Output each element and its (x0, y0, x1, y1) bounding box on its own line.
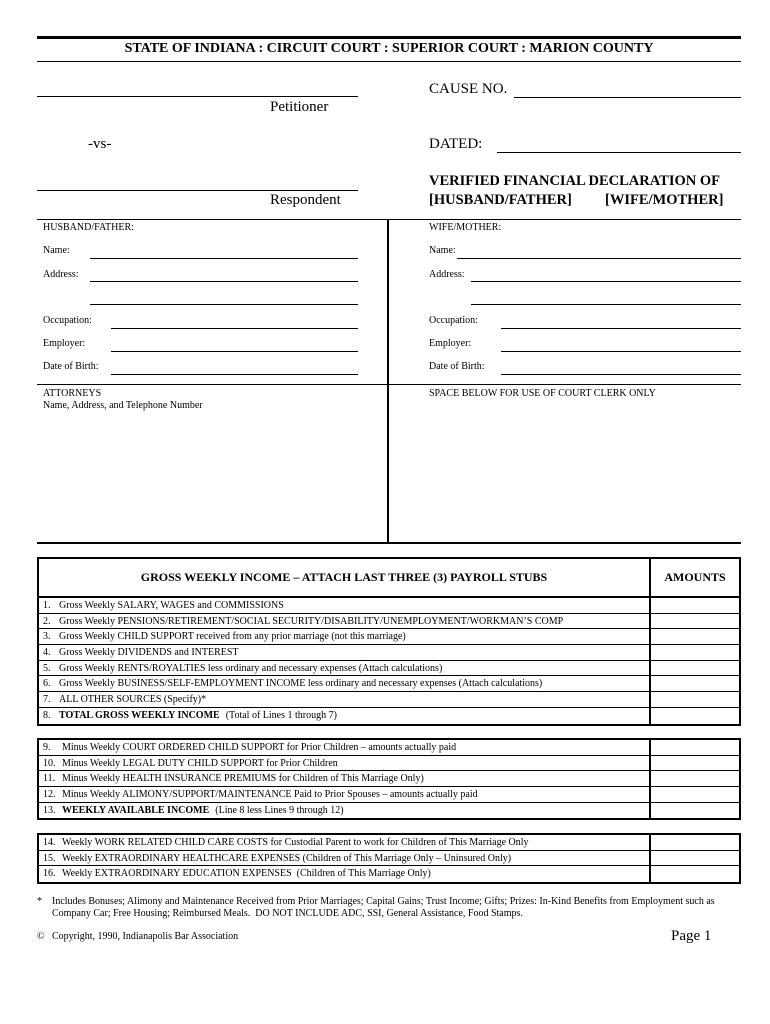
line-1-amount-field[interactable] (649, 598, 739, 613)
line-4-description (39, 645, 649, 660)
income-row-2 (39, 614, 739, 630)
line-text: Gross Weekly CHILD SUPPORT received from any prior marriage (not this marriage) (59, 631, 406, 643)
husband-name-label: Name: (43, 245, 70, 256)
wife-address-line-1-field[interactable] (471, 267, 741, 282)
top-rule (37, 36, 741, 39)
line-total-label: TOTAL GROSS WEEKLY INCOME (59, 709, 220, 721)
footnote-line-2: Company Car; Free Housing; Reimbursed Meals. DO NOT INCLUDE ADC, SSI, General Assistance, Food Stamps. (52, 908, 523, 919)
wife-address-line-2-field[interactable] (471, 290, 741, 305)
line-9-amount-field[interactable] (649, 740, 739, 755)
clerk-heading: SPACE BELOW FOR USE OF COURT CLERK ONLY (429, 388, 656, 399)
deduction-row-10 (39, 756, 739, 772)
wife-heading: WIFE/MOTHER: (429, 222, 502, 233)
line-15-amount-field[interactable] (649, 851, 739, 866)
line-16-description (39, 866, 649, 882)
line-11-description (39, 771, 649, 786)
line-2-description (39, 614, 649, 629)
declaration-title: VERIFIED FINANCIAL DECLARATION OF (429, 172, 720, 189)
vs-label: -vs- (88, 135, 112, 152)
attorneys-top-rule (37, 384, 741, 385)
amounts-heading: AMOUNTS (649, 559, 739, 596)
deduction-row-11 (39, 771, 739, 787)
income-row-5 (39, 661, 739, 677)
husband-dob-field[interactable] (111, 360, 358, 375)
husband-occupation-field[interactable] (111, 314, 358, 329)
declaration-option-wife[interactable]: [WIFE/MOTHER] (605, 191, 724, 208)
expense-row-14 (39, 835, 739, 851)
line-15-description (39, 851, 649, 866)
wife-dob-field[interactable] (501, 360, 741, 375)
line-16-amount-field[interactable] (649, 866, 739, 882)
page-title: STATE OF INDIANA : CIRCUIT COURT : SUPERIOR COURT : MARION COUNTY (124, 41, 654, 56)
attorneys-subheading: Name, Address, and Telephone Number (43, 400, 203, 411)
husband-employer-field[interactable] (111, 337, 358, 352)
parties-top-rule (37, 219, 741, 220)
dated-label: DATED: (429, 135, 483, 152)
line-text: Gross Weekly PENSIONS/RETIREMENT/SOCIAL SECURITY/DISABILITY/UNEMPLOYMENT/WORKMAN’S COMP (59, 615, 564, 627)
wife-dob-label: Date of Birth: (429, 361, 485, 372)
line-text: (Line 8 less Lines 9 through 12) (215, 804, 344, 816)
expense-row-16 (39, 866, 739, 882)
line-text: Minus Weekly LEGAL DUTY CHILD SUPPORT for Prior Children (62, 757, 338, 769)
clerk-use-area (389, 404, 741, 541)
line-7-amount-field[interactable] (649, 692, 739, 707)
income-row-7 (39, 692, 739, 708)
title-divider (37, 61, 741, 62)
dated-field[interactable] (497, 138, 741, 153)
petitioner-field[interactable] (37, 82, 358, 97)
line-3-amount-field[interactable] (649, 629, 739, 644)
line-text: Gross Weekly SALARY, WAGES and COMMISSIONS (59, 600, 284, 611)
wife-occupation-field[interactable] (501, 314, 741, 329)
line-10-amount-field[interactable] (649, 756, 739, 771)
deductions-table-body (39, 740, 739, 818)
line-8-description (39, 708, 649, 724)
line-number: 15. (43, 852, 56, 864)
husband-heading: HUSBAND/FATHER: (43, 222, 134, 233)
line-5-description (39, 661, 649, 676)
line-number: 10. (43, 757, 56, 769)
line-number: 2. (43, 615, 51, 627)
line-text: (Total of Lines 1 through 7) (225, 709, 337, 721)
line-7-description (39, 692, 649, 707)
income-table-body (39, 598, 739, 724)
line-11-amount-field[interactable] (649, 771, 739, 786)
line-number: 1. (43, 600, 51, 611)
respondent-label: Respondent (270, 191, 341, 208)
wife-occupation-label: Occupation: (429, 315, 478, 326)
copyright-symbol: © (37, 931, 45, 942)
line-1-description (39, 598, 649, 613)
line-12-amount-field[interactable] (649, 787, 739, 802)
page-number: Page 1 (671, 927, 712, 944)
deduction-row-12 (39, 787, 739, 803)
deductions-table (37, 738, 741, 820)
wife-name-label: Name: (429, 245, 456, 256)
line-12-description (39, 787, 649, 802)
line-number: 4. (43, 647, 51, 659)
line-text: ALL OTHER SOURCES (Specify)* (59, 694, 207, 706)
line-8-amount-field[interactable] (649, 708, 739, 724)
income-table-header (39, 559, 739, 598)
parties-bottom-rule (37, 542, 741, 544)
line-number: 6. (43, 678, 51, 690)
line-number: 14. (43, 837, 56, 848)
line-6-amount-field[interactable] (649, 676, 739, 691)
line-number: 13. (43, 804, 56, 816)
line-number: 12. (43, 789, 56, 801)
line-13-amount-field[interactable] (649, 803, 739, 819)
petitioner-label: Petitioner (270, 98, 329, 115)
line-text: Minus Weekly HEALTH INSURANCE PREMIUMS for Children of This Marriage Only) (62, 773, 424, 785)
line-13-description (39, 803, 649, 819)
husband-occupation-label: Occupation: (43, 315, 92, 326)
income-row-3 (39, 629, 739, 645)
husband-employer-label: Employer: (43, 338, 86, 349)
line-text: Minus Weekly ALIMONY/SUPPORT/MAINTENANCE Paid to Prior Spouses – amounts actually paid (62, 789, 478, 801)
deduction-row-13 (39, 803, 739, 819)
attorneys-entry-area[interactable] (37, 414, 387, 541)
husband-address-label: Address: (43, 269, 79, 280)
line-number: 9. (43, 742, 51, 753)
line-3-description (39, 629, 649, 644)
income-row-4 (39, 645, 739, 661)
line-text: Gross Weekly DIVIDENDS and INTEREST (59, 647, 239, 659)
line-text: Gross Weekly RENTS/ROYALTIES less ordinary and necessary expenses (Attach calculations) (59, 662, 443, 674)
footnote-line-1: Includes Bonuses; Alimony and Maintenance Received from Prior Marriages; Capital Gains; Trust Income; Gifts; Prizes: In-Kind Benefits from Employment such as (52, 896, 715, 907)
income-row-1 (39, 598, 739, 614)
line-2-amount-field[interactable] (649, 614, 739, 629)
expense-row-15 (39, 851, 739, 867)
footnote-marker: * (37, 896, 42, 907)
line-text: Minus Weekly COURT ORDERED CHILD SUPPORT for Prior Children – amounts actually paid (62, 742, 457, 753)
line-9-description (39, 740, 649, 755)
line-number: 8. (43, 709, 51, 721)
line-14-description (39, 835, 649, 850)
cause-no-field[interactable] (514, 83, 741, 98)
income-table (37, 557, 741, 726)
wife-name-field[interactable] (457, 244, 741, 259)
income-table-heading: GROSS WEEKLY INCOME – ATTACH LAST THREE (3) PAYROLL STUBS (140, 570, 548, 584)
line-10-description (39, 756, 649, 771)
wife-employer-label: Employer: (429, 338, 472, 349)
attorneys-heading: ATTORNEYS (43, 388, 102, 399)
line-text: Weekly EXTRAORDINARY EDUCATION EXPENSES (Children of This Marriage Only) (62, 868, 431, 880)
cause-no-label: CAUSE NO. (429, 80, 508, 97)
line-total-label: WEEKLY AVAILABLE INCOME (62, 804, 210, 816)
line-number: 7. (43, 694, 51, 706)
line-number: 11. (43, 773, 56, 785)
income-row-8 (39, 708, 739, 724)
line-text: Gross Weekly BUSINESS/SELF-EMPLOYMENT INCOME less ordinary and necessary expenses (Attach calculations) (59, 678, 543, 690)
husband-dob-label: Date of Birth: (43, 361, 99, 372)
expenses-table (37, 833, 741, 884)
line-14-amount-field[interactable] (649, 835, 739, 850)
expenses-table-body (39, 835, 739, 882)
line-6-description (39, 676, 649, 691)
line-4-amount-field[interactable] (649, 645, 739, 660)
line-number: 5. (43, 662, 51, 674)
line-text: Weekly EXTRAORDINARY HEALTHCARE EXPENSES (Children of This Marriage Only – Uninsured Only) (62, 852, 512, 864)
line-number: 3. (43, 631, 51, 643)
declaration-option-husband[interactable]: [HUSBAND/FATHER] (429, 191, 572, 208)
line-5-amount-field[interactable] (649, 661, 739, 676)
wife-address-label: Address: (429, 269, 465, 280)
husband-address-line-1-field[interactable] (90, 267, 358, 282)
line-text: Weekly WORK RELATED CHILD CARE COSTS for Custodial Parent to work for Children of This Marriage Only (62, 837, 529, 848)
line-number: 16. (43, 868, 56, 880)
husband-address-line-2-field[interactable] (90, 290, 358, 305)
respondent-field[interactable] (37, 176, 358, 191)
deduction-row-9 (39, 740, 739, 756)
husband-name-field[interactable] (90, 244, 358, 259)
wife-employer-field[interactable] (501, 337, 741, 352)
income-row-6 (39, 676, 739, 692)
copyright-text: Copyright, 1990, Indianapolis Bar Association (52, 931, 239, 942)
